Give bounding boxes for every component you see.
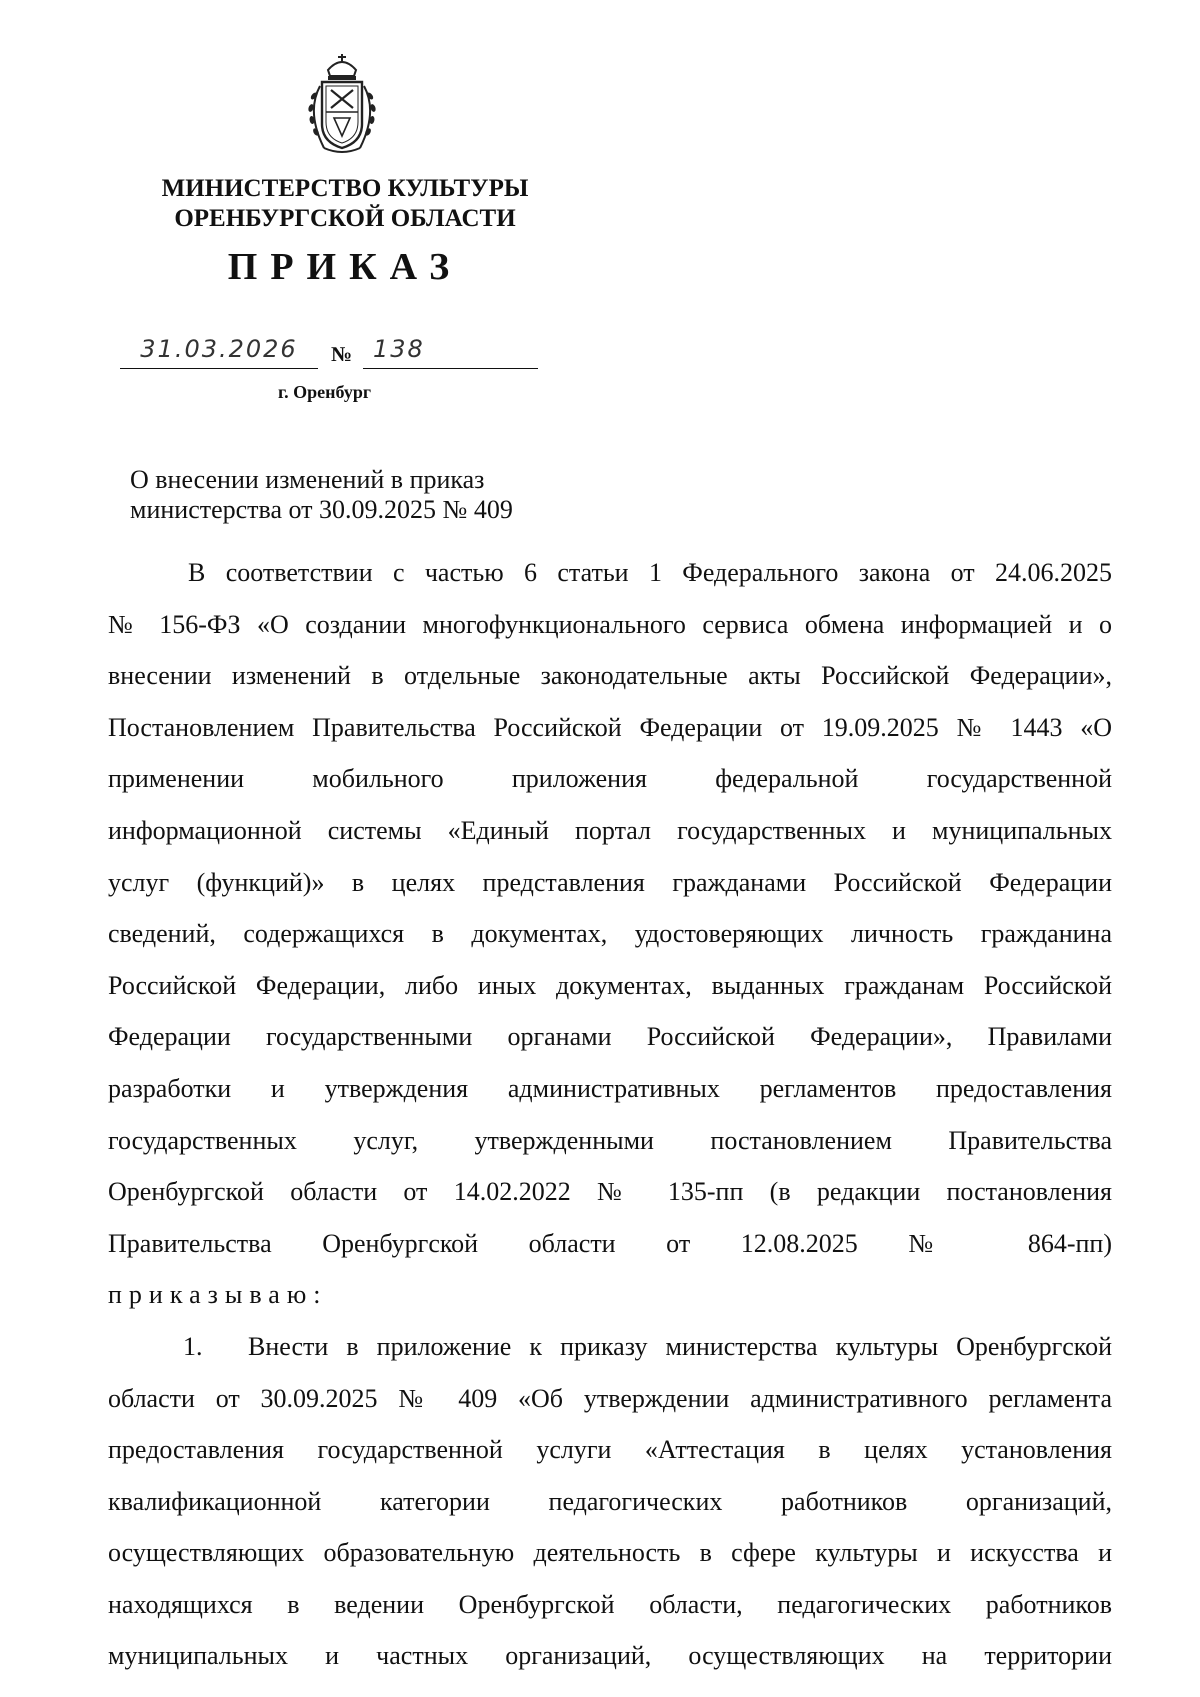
body-line: находящихся в ведении Оренбургской области, педагогических работников	[108, 1589, 1112, 1619]
order-body	[108, 547, 1112, 1682]
body-line: квалификационной категории педагогических работников организаций,	[108, 1486, 1112, 1516]
body-line: области от 30.09.2025 № 409 «Об утверждении административного регламента	[108, 1383, 1112, 1413]
date-underline	[120, 368, 318, 369]
body-line: внесении изменений в отдельные законодательные акты Российской Федерации»,	[108, 661, 1112, 691]
body-line: предоставления государственной услуги «Аттестация в целях установления	[108, 1435, 1112, 1465]
decree-word: приказываю:	[108, 1280, 328, 1310]
body-line: Российской Федерации, либо иных документах, выданных гражданам Российской	[108, 970, 1112, 1000]
document-type-title: ПРИКАЗ	[227, 246, 463, 288]
body-line: услуг (функций)» в целях представления гражданами Российской Федерации	[108, 867, 1112, 897]
body-line: муниципальных и частных организаций, осуществляющих на территории	[108, 1641, 1112, 1671]
ministry-line-2: ОРЕНБУРГСКОЙ ОБЛАСТИ	[174, 205, 516, 232]
order-date: 31.03.2026	[140, 335, 298, 363]
order-city: г. Оренбург	[278, 382, 372, 402]
ministry-name	[140, 174, 550, 234]
body-line: сведений, содержащихся в документах, удостоверяющих личность гражданина	[108, 919, 1112, 949]
item-1-text: Внести в приложение к приказу министерства культуры Оренбургской	[248, 1331, 1112, 1361]
item-1-first-line	[108, 1321, 1112, 1373]
coat-of-arms-icon	[298, 52, 386, 160]
body-line: Постановлением Правительства Российской Федерации от 19.09.2025 № 1443 «О	[108, 712, 1112, 742]
ministry-line-1: МИНИСТЕРСТВО КУЛЬТУРЫ	[161, 175, 529, 202]
number-underline	[363, 368, 538, 369]
order-subject	[130, 465, 690, 525]
body-line: государственных услуг, утвержденными постановлением Правительства	[108, 1125, 1112, 1155]
order-number: 138	[373, 335, 425, 363]
body-line: В соответствии с частью 6 статьи 1 Федерального закона от 24.06.2025	[188, 558, 1112, 587]
body-line: информационной системы «Единый портал государственных и муниципальных	[108, 815, 1112, 845]
subject-line-2: министерства от 30.09.2025 № 409	[130, 495, 513, 524]
number-sign: №	[331, 342, 353, 366]
body-line: разработки и утверждения административных регламентов предоставления	[108, 1073, 1112, 1103]
body-line: Правительства Оренбургской области от 12.08.2025 № 864-пп)	[108, 1228, 1112, 1258]
body-line: применении мобильного приложения федеральной государственной	[108, 764, 1112, 794]
body-line: Федерации государственными органами Российской Федерации», Правилами	[108, 1022, 1112, 1052]
body-line: осуществляющих образовательную деятельность в сфере культуры и искусства и	[108, 1538, 1112, 1568]
subject-line-1: О внесении изменений в приказ	[130, 465, 485, 494]
body-line: № 156-ФЗ «О создании многофункционального сервиса обмена информацией и о	[108, 609, 1112, 639]
body-line: Оренбургской области от 14.02.2022 № 135-пп (в редакции постановления	[108, 1177, 1112, 1207]
item-1-number: 1.	[183, 1331, 203, 1361]
